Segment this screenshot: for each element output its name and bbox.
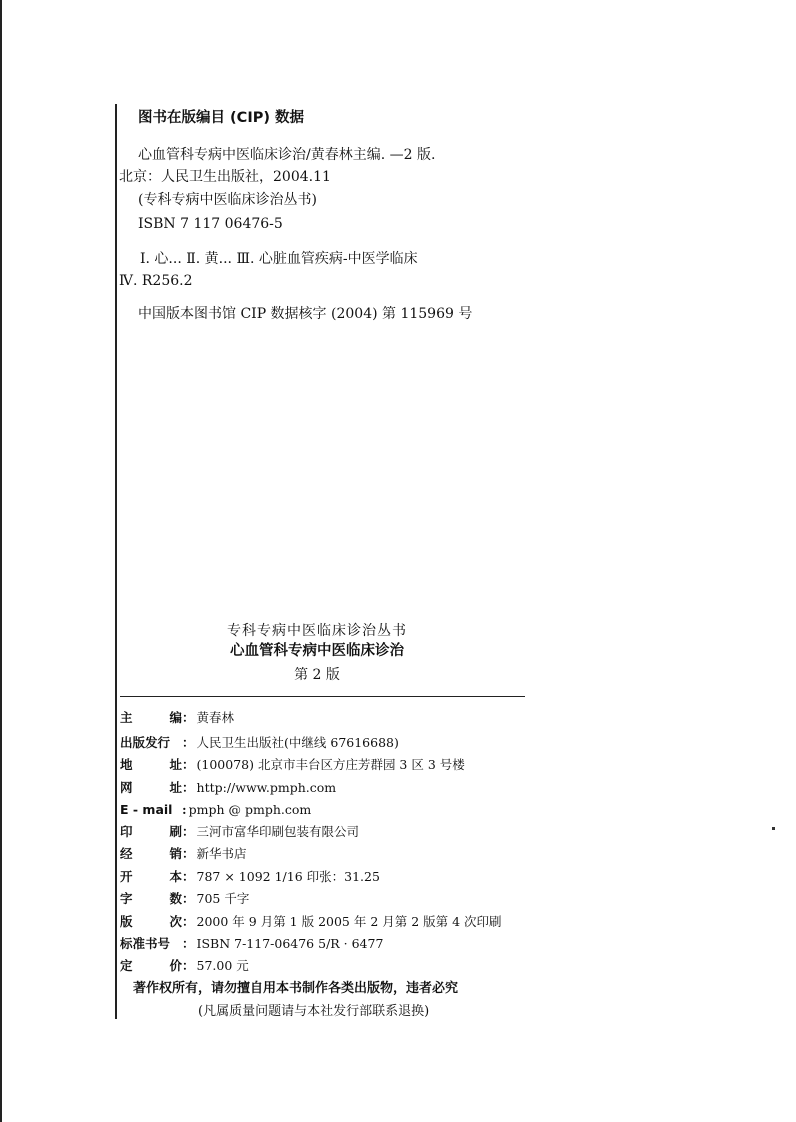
colophon-value: 人民卫生出版社(中继线 67616688) (196, 735, 399, 750)
colophon-row (120, 958, 249, 974)
colophon-row (120, 780, 336, 796)
colophon-label: 印 刷 (120, 824, 182, 839)
page-edge-line (0, 0, 2, 1122)
colophon-sep: ： (182, 710, 195, 725)
colophon-label: 主 编 (120, 710, 182, 725)
colophon-label: 经 销 (120, 846, 182, 861)
colophon-value: http://www.pmph.com (196, 780, 337, 795)
colophon-row (120, 802, 311, 818)
colophon-label: 定 价 (120, 958, 182, 973)
colophon-row (120, 869, 380, 885)
colophon-sep: ： (182, 735, 195, 750)
colophon-label: 字 数 (120, 891, 182, 906)
colophon-row (120, 936, 383, 952)
colophon-label: 网 址 (120, 780, 182, 795)
returns-notice: (凡属质量问题请与本社发行部联系退换) (198, 1004, 430, 1019)
colophon-sep: ： (182, 891, 195, 906)
colophon-label: 出版发行 (120, 735, 171, 750)
cip-heading: 图书在版编目 (CIP) 数据 (138, 110, 305, 126)
colophon-value: ISBN 7-117-06476 5/R · 6477 (196, 936, 384, 951)
colophon-row (120, 735, 399, 751)
colophon-label: 地 址 (120, 757, 182, 772)
scan-speck (772, 827, 775, 830)
series-title: 专科专病中医临床诊治丛书 (227, 623, 407, 639)
colophon-sep: : (182, 802, 187, 817)
colophon-label: 开 本 (120, 869, 182, 884)
cip-line: Ⅰ. 心... Ⅱ. 黄... Ⅲ. 心脏血管疾病-中医学临床 (140, 251, 418, 267)
cip-line: Ⅳ. R256.2 (119, 273, 193, 289)
colophon-value: 三河市富华印刷包装有限公司 (196, 824, 360, 839)
colophon-sep: ： (182, 780, 195, 795)
cip-line: 中国版本图书馆 CIP 数据核字 (2004) 第 115969 号 (138, 306, 473, 322)
book-title: 心血管科专病中医临床诊治 (230, 643, 404, 659)
colophon-row (120, 824, 359, 840)
colophon-value: 787 × 1092 1/16 印张：31.25 (196, 869, 380, 884)
colophon-row (120, 710, 234, 726)
cip-line: 心血管科专病中医临床诊治/黄春林主编. —2 版. (138, 147, 436, 163)
colophon-sep: ： (182, 757, 195, 772)
colophon-value: pmph @ pmph.com (188, 802, 312, 817)
colophon-value: 2000 年 9 月第 1 版 2005 年 2 月第 2 版第 4 次印刷 (196, 914, 502, 929)
colophon-sep: ： (182, 914, 195, 929)
colophon-label: 版 次 (120, 914, 182, 929)
colophon-label: E - mail (120, 802, 173, 817)
colophon-sep: ： (182, 846, 195, 861)
colophon-value: (100078) 北京市丰台区方庄芳群园 3 区 3 号楼 (196, 757, 465, 772)
colophon-row (120, 757, 465, 773)
colophon-sep: ： (182, 936, 195, 951)
cip-line: (专科专病中医临床诊治丛书) (138, 192, 317, 208)
cip-line: ISBN 7 117 06476-5 (138, 216, 283, 232)
margin-rule (115, 104, 117, 1019)
colophon-row (120, 914, 502, 930)
colophon-value: 57.00 元 (196, 958, 249, 973)
colophon-value: 705 千字 (196, 891, 250, 906)
colophon-sep: ： (182, 824, 195, 839)
colophon-label: 标准书号 (120, 936, 171, 951)
colophon-value: 黄春林 (196, 710, 235, 725)
colophon-sep: ： (182, 958, 195, 973)
cip-line: 北京：人民卫生出版社，2004.11 (119, 169, 331, 185)
copyright-notice: 著作权所有，请勿擅自用本书制作各类出版物，违者必究 (133, 981, 459, 996)
edition: 第 2 版 (294, 667, 340, 683)
colophon-value: 新华书店 (196, 846, 247, 861)
colophon-row (120, 891, 249, 907)
divider (120, 696, 525, 697)
colophon-sep: ： (182, 869, 195, 884)
colophon-row (120, 846, 247, 862)
